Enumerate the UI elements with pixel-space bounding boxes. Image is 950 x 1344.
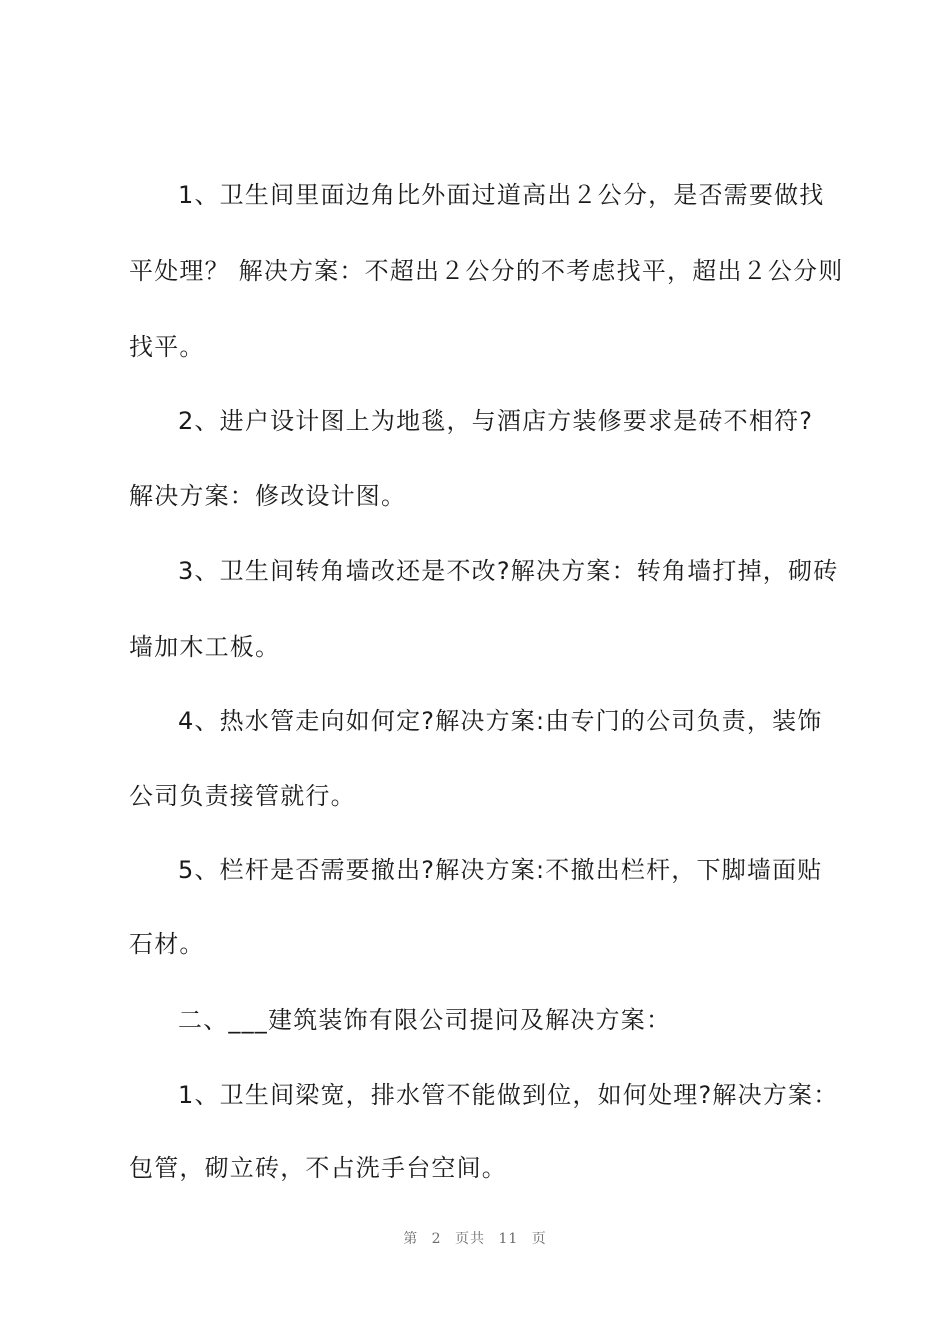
paragraph-5-line-2: 石材。 — [129, 930, 205, 958]
paragraph-1-line-1: 1、卫生间里面边角比外面过道高出２公分，是否需要做找 — [178, 181, 825, 209]
footer-page-number: 2 — [431, 1231, 442, 1247]
paragraph-4-line-1: 4、热水管走向如何定?解决方案:由专门的公司负责，装饰 — [178, 707, 823, 735]
paragraph-3-line-1: 3、卫生间转角墙改还是不改?解决方案：转角墙打掉，砌砖 — [178, 557, 839, 585]
paragraph-6-line-2: 包管，砌立砖，不占洗手台空间。 — [129, 1154, 507, 1182]
page-footer — [0, 1228, 950, 1248]
footer-suffix: 页 — [531, 1231, 547, 1247]
paragraph-6-line-1: 1、卫生间梁宽，排水管不能做到位，如何处理?解决方案： — [178, 1081, 839, 1109]
footer-prefix: 第 — [403, 1231, 419, 1247]
paragraph-2-line-2: 解决方案：修改设计图。 — [129, 482, 407, 510]
footer-total-pages: 11 — [498, 1231, 519, 1247]
paragraph-3-line-2: 墙加木工板。 — [129, 633, 281, 661]
paragraph-2-line-1: 2、进户设计图上为地毯，与酒店方装修要求是砖不相符? — [178, 407, 814, 435]
paragraph-5-line-1: 5、栏杆是否需要撤出?解决方案:不撤出栏杆，下脚墙面贴 — [178, 856, 823, 884]
paragraph-1-line-2: 平处理？ 解决方案：不超出２公分的不考虑找平，超出２公分则 — [129, 257, 844, 285]
footer-middle: 页共 — [455, 1231, 486, 1247]
paragraph-1-line-3: 找平。 — [129, 333, 205, 361]
paragraph-4-line-2: 公司负责接管就行。 — [129, 782, 356, 810]
section-heading: 二、___建筑装饰有限公司提问及解决方案： — [178, 1006, 672, 1034]
